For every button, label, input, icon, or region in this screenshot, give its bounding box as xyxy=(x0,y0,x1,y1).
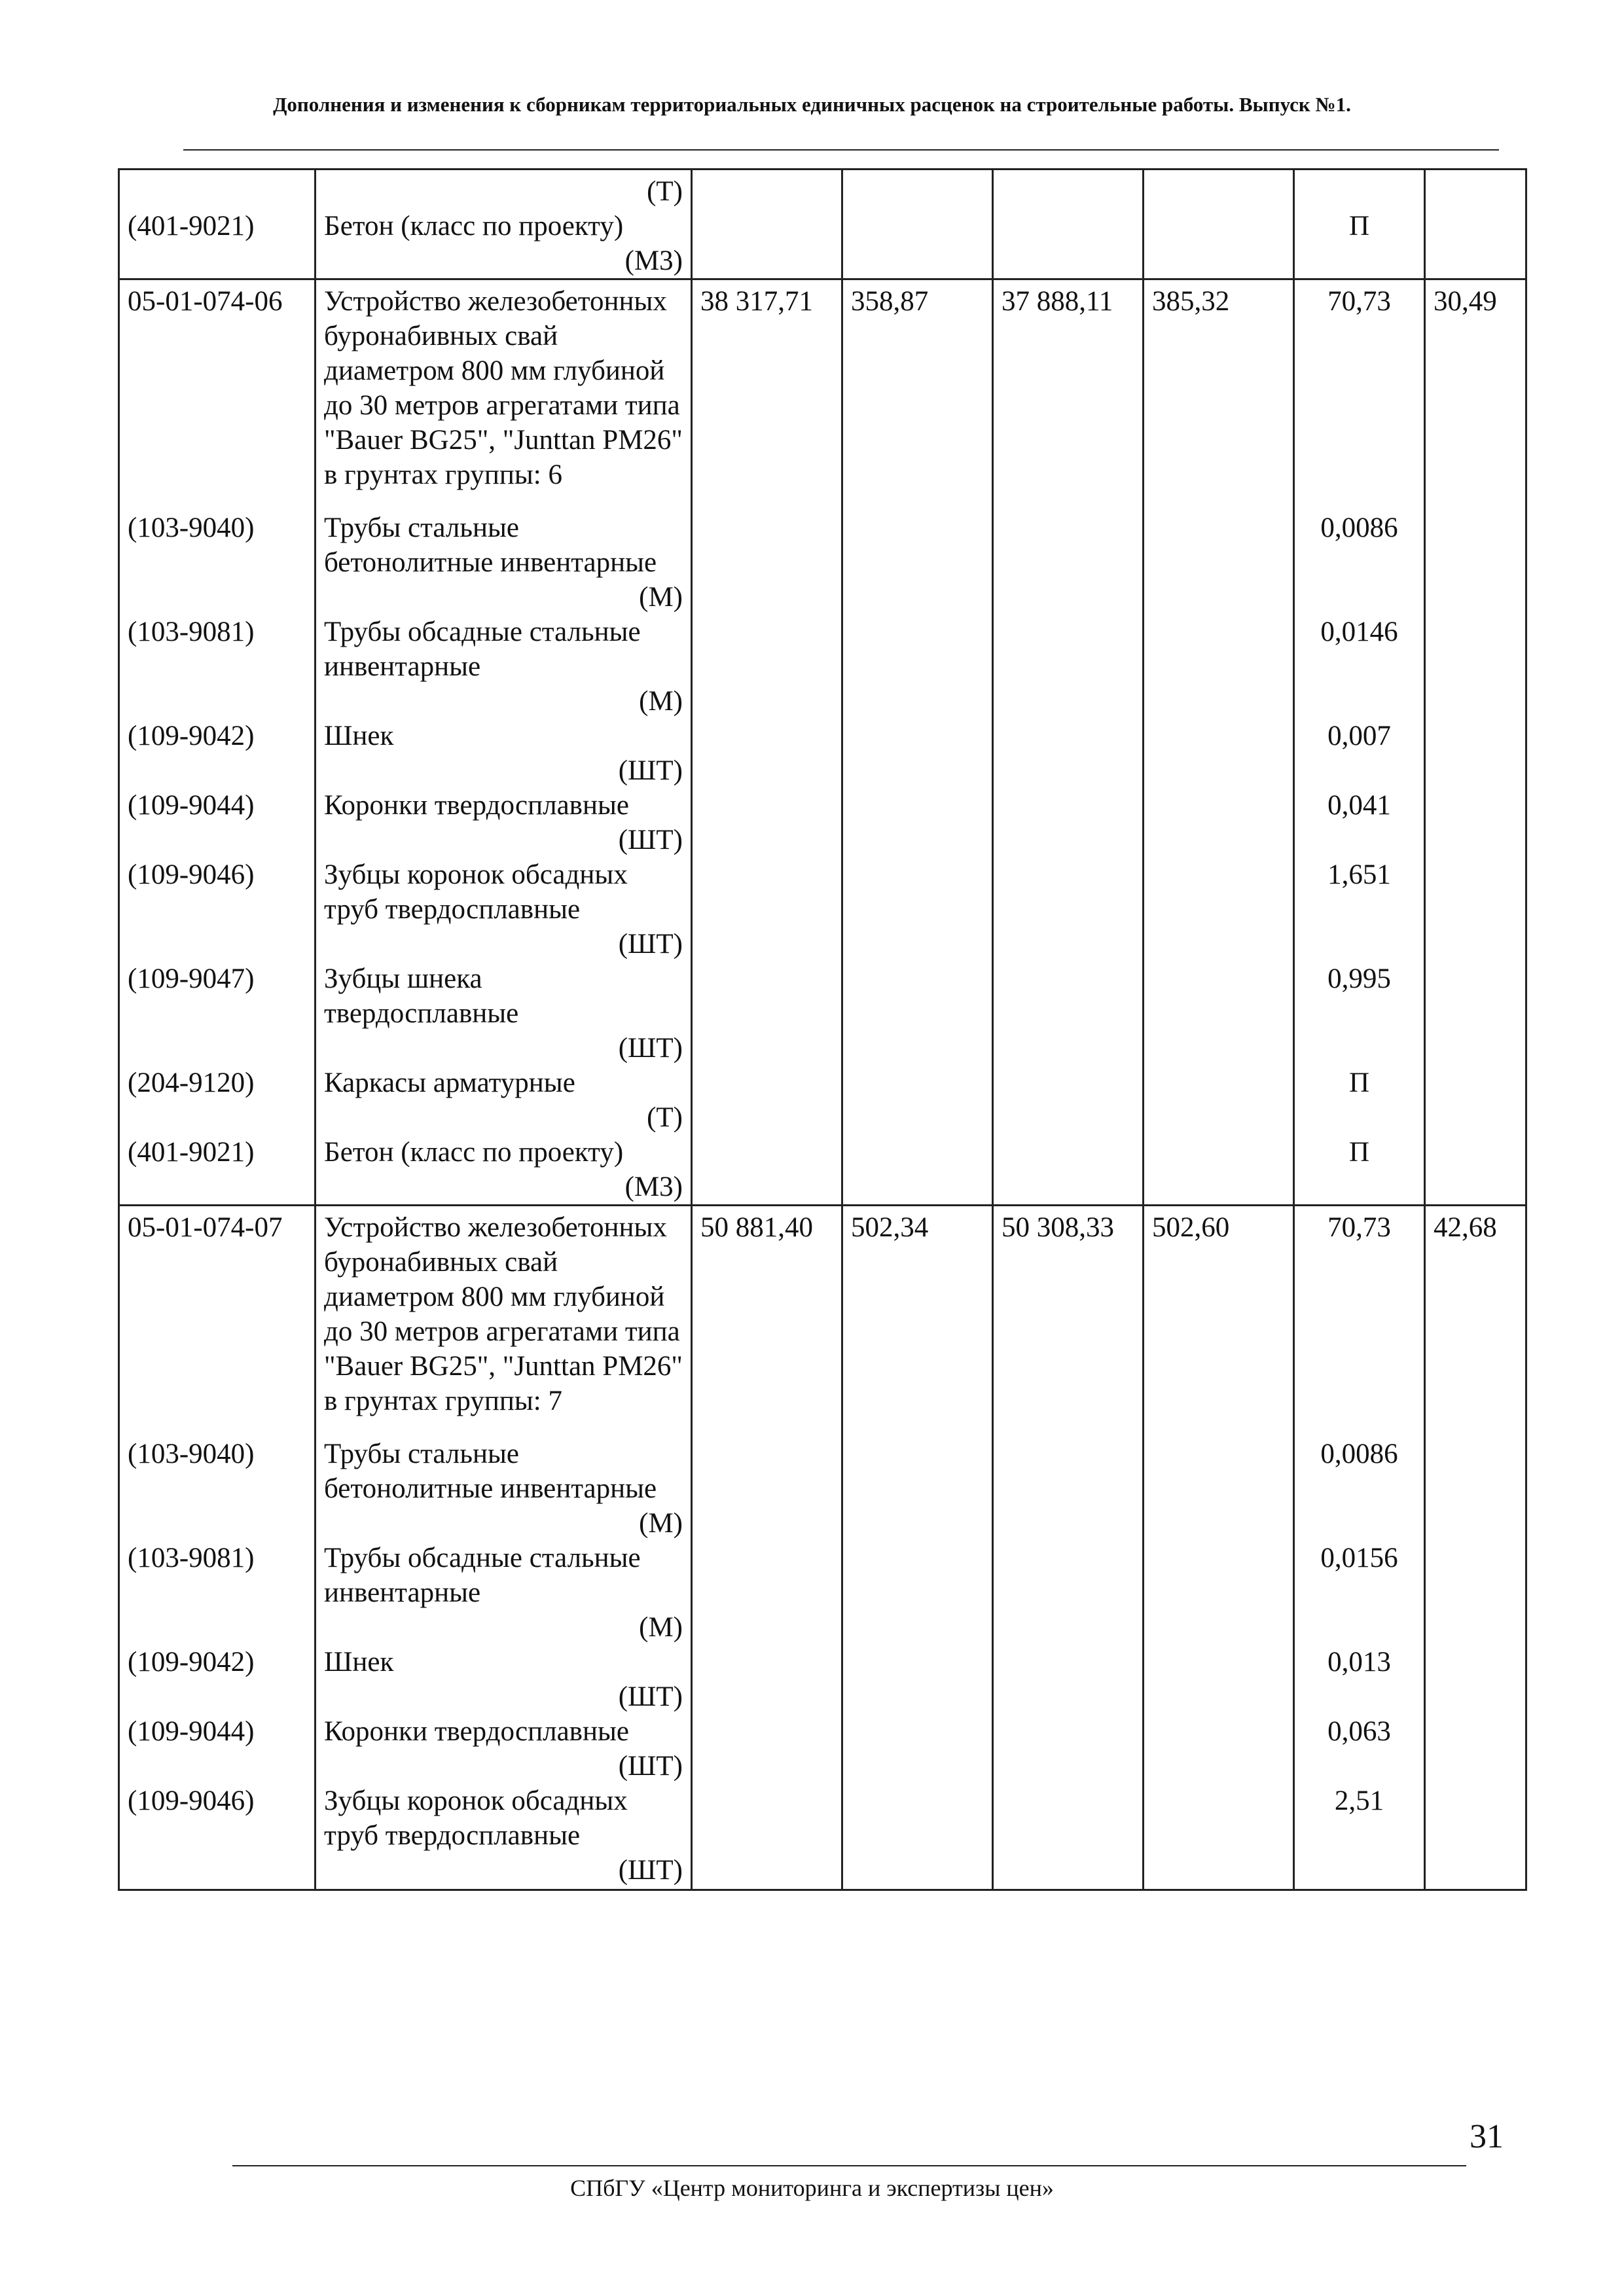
code-cell xyxy=(119,1749,316,1784)
cost-2-cell xyxy=(842,1645,993,1679)
cost-3-cell xyxy=(993,1031,1144,1066)
cost-total-cell xyxy=(692,684,842,719)
cost-3-cell xyxy=(993,961,1144,1031)
cost-6-cell xyxy=(1425,1031,1526,1066)
cost-3-cell xyxy=(993,511,1144,580)
unit-cell: (ШТ) xyxy=(316,753,692,788)
code-cell: 05-01-074-06 xyxy=(119,279,316,511)
cost-4-cell xyxy=(1144,1541,1294,1610)
name-cell: Трубы стальные бетонолитные инвентарные xyxy=(316,1437,692,1506)
qty-cell: 0,041 xyxy=(1294,788,1425,823)
code-cell xyxy=(119,684,316,719)
resource-row xyxy=(119,1135,1526,1170)
qty-cell xyxy=(1294,1170,1425,1206)
name-cell: Зубцы коронок обсадных труб твердосплавные xyxy=(316,1784,692,1853)
unit-cell: (М3) xyxy=(316,1170,692,1206)
cost-2-cell xyxy=(842,857,993,927)
unit-row xyxy=(119,1610,1526,1645)
header-rule xyxy=(183,149,1499,151)
code-cell xyxy=(119,1031,316,1066)
code-cell: (109-9042) xyxy=(119,719,316,753)
qty-cell xyxy=(1294,243,1425,279)
cost-3-cell xyxy=(993,1066,1144,1100)
cost-6-cell xyxy=(1425,1645,1526,1679)
unit-cell: (ШТ) xyxy=(316,1679,692,1714)
cost-4-cell xyxy=(1144,788,1294,823)
cost-6-cell xyxy=(1425,961,1526,1031)
unit-cell: (ШТ) xyxy=(316,1853,692,1890)
page-number: 31 xyxy=(1470,2118,1504,2155)
name-cell: Зубцы коронок обсадных труб твердосплавные xyxy=(316,857,692,927)
cost-3-cell xyxy=(993,1714,1144,1749)
cost-3-cell xyxy=(993,788,1144,823)
code-cell: (109-9046) xyxy=(119,857,316,927)
cost-4-cell xyxy=(1144,1645,1294,1679)
cost-total-cell xyxy=(692,1853,842,1890)
cost-total-cell: 50 881,40 xyxy=(692,1206,842,1437)
unit-cell: (ШТ) xyxy=(316,1031,692,1066)
rate-row xyxy=(119,279,1526,511)
unit-row xyxy=(119,170,1526,209)
code-cell: (109-9044) xyxy=(119,1714,316,1749)
cost-3-cell: 37 888,11 xyxy=(993,279,1144,511)
cost-total-cell xyxy=(692,927,842,961)
cost-total-cell xyxy=(692,1170,842,1206)
page-header: Дополнения и изменения к сборникам территориальных единичных расценок на строительные работы. Выпуск №1. xyxy=(273,93,1351,116)
cost-6-cell xyxy=(1425,1437,1526,1506)
cost-2-cell xyxy=(842,753,993,788)
qty-cell: 0,007 xyxy=(1294,719,1425,753)
cost-total-cell xyxy=(692,1679,842,1714)
cost-2-cell: 502,34 xyxy=(842,1206,993,1437)
name-cell: Коронки твердосплавные xyxy=(316,1714,692,1749)
unit-row xyxy=(119,1170,1526,1206)
cost-2-cell xyxy=(842,1135,993,1170)
cost-6-cell xyxy=(1425,1610,1526,1645)
qty-cell xyxy=(1294,1679,1425,1714)
resource-row xyxy=(119,1437,1526,1506)
cost-4-cell xyxy=(1144,1853,1294,1890)
cost-4-cell xyxy=(1144,961,1294,1031)
resource-row xyxy=(119,1541,1526,1610)
cost-6-cell: 42,68 xyxy=(1425,1206,1526,1437)
resource-row xyxy=(119,719,1526,753)
qty-cell: 0,0156 xyxy=(1294,1541,1425,1610)
qty-cell xyxy=(1294,823,1425,857)
qty-cell: 2,51 xyxy=(1294,1784,1425,1853)
cost-2-cell xyxy=(842,243,993,279)
code-cell: (103-9040) xyxy=(119,1437,316,1506)
cost-6-cell xyxy=(1425,209,1526,243)
cost-6-cell xyxy=(1425,1784,1526,1853)
code-cell: (109-9046) xyxy=(119,1784,316,1853)
resource-row xyxy=(119,1645,1526,1679)
name-cell: Трубы обсадные стальные инвентарные xyxy=(316,1541,692,1610)
cost-2-cell xyxy=(842,511,993,580)
unit-cell: (М) xyxy=(316,1506,692,1541)
cost-3-cell xyxy=(993,1541,1144,1610)
code-cell xyxy=(119,1679,316,1714)
cost-3-cell xyxy=(993,1749,1144,1784)
resource-row xyxy=(119,209,1526,243)
cost-total-cell xyxy=(692,719,842,753)
unit-row xyxy=(119,1853,1526,1890)
qty-cell: П xyxy=(1294,1135,1425,1170)
cost-6-cell xyxy=(1425,1100,1526,1135)
qty-cell: 0,0086 xyxy=(1294,1437,1425,1506)
cost-3-cell xyxy=(993,1100,1144,1135)
name-cell: Устройство железобетонных буронабивных свай диаметром 800 мм глубиной до 30 метров агрегатами типа "Bauer BG25", "Junttan PM26" в грунтах группы: 7 xyxy=(316,1206,692,1437)
name-cell: Устройство железобетонных буронабивных свай диаметром 800 мм глубиной до 30 метров агрегатами типа "Bauer BG25", "Junttan PM26" в грунтах группы: 6 xyxy=(316,279,692,511)
cost-3-cell xyxy=(993,857,1144,927)
qty-cell: П xyxy=(1294,209,1425,243)
qty-cell xyxy=(1294,1610,1425,1645)
cost-4-cell xyxy=(1144,719,1294,753)
unit-row xyxy=(119,1506,1526,1541)
qty-cell: 0,995 xyxy=(1294,961,1425,1031)
cost-3-cell xyxy=(993,1135,1144,1170)
cost-2-cell xyxy=(842,1437,993,1506)
cost-6-cell: 30,49 xyxy=(1425,279,1526,511)
unit-row xyxy=(119,1679,1526,1714)
name-cell: Трубы обсадные стальные инвентарные xyxy=(316,615,692,684)
cost-3-cell xyxy=(993,823,1144,857)
cost-total-cell xyxy=(692,615,842,684)
resource-row xyxy=(119,1784,1526,1853)
cost-total-cell xyxy=(692,753,842,788)
cost-6-cell xyxy=(1425,1541,1526,1610)
cost-2-cell xyxy=(842,170,993,209)
cost-6-cell xyxy=(1425,580,1526,615)
footer-org: СПбГУ «Центр мониторинга и экспертизы цен» xyxy=(570,2175,1054,2201)
cost-4-cell xyxy=(1144,1784,1294,1853)
cost-2-cell: 358,87 xyxy=(842,279,993,511)
code-cell xyxy=(119,1100,316,1135)
cost-4-cell xyxy=(1144,857,1294,927)
name-cell: Шнек xyxy=(316,1645,692,1679)
cost-3-cell xyxy=(993,615,1144,684)
cost-3-cell xyxy=(993,1679,1144,1714)
resource-row xyxy=(119,511,1526,580)
cost-6-cell xyxy=(1425,170,1526,209)
cost-total-cell xyxy=(692,1437,842,1506)
cost-total-cell xyxy=(692,580,842,615)
cost-3-cell xyxy=(993,1853,1144,1890)
qty-cell xyxy=(1294,1853,1425,1890)
cost-total-cell xyxy=(692,243,842,279)
cost-total-cell xyxy=(692,209,842,243)
code-cell xyxy=(119,1853,316,1890)
cost-6-cell xyxy=(1425,615,1526,684)
cost-6-cell xyxy=(1425,927,1526,961)
code-cell xyxy=(119,927,316,961)
cost-3-cell xyxy=(993,927,1144,961)
unit-cell: (ШТ) xyxy=(316,927,692,961)
qty-cell: 1,651 xyxy=(1294,857,1425,927)
name-cell: Бетон (класс по проекту) xyxy=(316,209,692,243)
cost-4-cell: 502,60 xyxy=(1144,1206,1294,1437)
cost-total-cell xyxy=(692,1135,842,1170)
cost-6-cell xyxy=(1425,1749,1526,1784)
unit-row xyxy=(119,753,1526,788)
name-cell: Трубы стальные бетонолитные инвентарные xyxy=(316,511,692,580)
code-cell: 05-01-074-07 xyxy=(119,1206,316,1437)
cost-6-cell xyxy=(1425,1066,1526,1100)
cost-total-cell xyxy=(692,1784,842,1853)
cost-4-cell xyxy=(1144,753,1294,788)
cost-6-cell xyxy=(1425,1170,1526,1206)
cost-3-cell xyxy=(993,719,1144,753)
code-cell xyxy=(119,1170,316,1206)
cost-6-cell xyxy=(1425,753,1526,788)
cost-2-cell xyxy=(842,1541,993,1610)
cost-3-cell xyxy=(993,753,1144,788)
cost-6-cell xyxy=(1425,1135,1526,1170)
cost-2-cell xyxy=(842,1679,993,1714)
cost-2-cell xyxy=(842,684,993,719)
cost-total-cell xyxy=(692,1645,842,1679)
cost-total-cell xyxy=(692,1506,842,1541)
name-cell: Зубцы шнека твердосплавные xyxy=(316,961,692,1031)
name-cell: Коронки твердосплавные xyxy=(316,788,692,823)
qty-cell xyxy=(1294,1031,1425,1066)
cost-4-cell xyxy=(1144,170,1294,209)
cost-4-cell xyxy=(1144,1170,1294,1206)
cost-4-cell xyxy=(1144,511,1294,580)
cost-2-cell xyxy=(842,1066,993,1100)
cost-3-cell xyxy=(993,209,1144,243)
unit-row xyxy=(119,580,1526,615)
cost-2-cell xyxy=(842,1506,993,1541)
cost-3-cell xyxy=(993,1610,1144,1645)
cost-total-cell xyxy=(692,1749,842,1784)
unit-row xyxy=(119,1031,1526,1066)
cost-2-cell xyxy=(842,580,993,615)
cost-4-cell xyxy=(1144,1749,1294,1784)
unit-row xyxy=(119,927,1526,961)
cost-total-cell xyxy=(692,1066,842,1100)
cost-4-cell xyxy=(1144,209,1294,243)
cost-2-cell xyxy=(842,209,993,243)
qty-cell: 0,0086 xyxy=(1294,511,1425,580)
cost-6-cell xyxy=(1425,719,1526,753)
cost-6-cell xyxy=(1425,1506,1526,1541)
cost-6-cell xyxy=(1425,1853,1526,1890)
cost-2-cell xyxy=(842,927,993,961)
unit-cell: (ШТ) xyxy=(316,823,692,857)
cost-6-cell xyxy=(1425,857,1526,927)
name-cell: Каркасы арматурные xyxy=(316,1066,692,1100)
cost-3-cell xyxy=(993,1437,1144,1506)
cost-2-cell xyxy=(842,1853,993,1890)
cost-4-cell xyxy=(1144,1610,1294,1645)
code-cell: (103-9081) xyxy=(119,615,316,684)
code-cell: (109-9044) xyxy=(119,788,316,823)
qty-cell xyxy=(1294,927,1425,961)
cost-3-cell xyxy=(993,1170,1144,1206)
cost-6-cell xyxy=(1425,1714,1526,1749)
cost-total-cell xyxy=(692,511,842,580)
cost-2-cell xyxy=(842,615,993,684)
code-cell xyxy=(119,243,316,279)
cost-4-cell xyxy=(1144,927,1294,961)
cost-6-cell xyxy=(1425,511,1526,580)
cost-4-cell xyxy=(1144,1506,1294,1541)
cost-6-cell xyxy=(1425,1679,1526,1714)
unit-row xyxy=(119,1749,1526,1784)
code-cell: (109-9047) xyxy=(119,961,316,1031)
code-cell: (103-9081) xyxy=(119,1541,316,1610)
qty-cell: П xyxy=(1294,1066,1425,1100)
cost-4-cell xyxy=(1144,580,1294,615)
unit-cell: (ШТ) xyxy=(316,1749,692,1784)
unit-cell: (М3) xyxy=(316,243,692,279)
cost-6-cell xyxy=(1425,823,1526,857)
cost-2-cell xyxy=(842,823,993,857)
cost-2-cell xyxy=(842,1031,993,1066)
code-cell: (401-9021) xyxy=(119,1135,316,1170)
resource-row xyxy=(119,1714,1526,1749)
cost-total-cell: 38 317,71 xyxy=(692,279,842,511)
cost-total-cell xyxy=(692,170,842,209)
cost-4-cell xyxy=(1144,1714,1294,1749)
qty-cell xyxy=(1294,580,1425,615)
cost-2-cell xyxy=(842,1714,993,1749)
code-cell xyxy=(119,580,316,615)
qty-cell xyxy=(1294,1506,1425,1541)
rates-table xyxy=(118,168,1527,1891)
cost-2-cell xyxy=(842,719,993,753)
unit-row xyxy=(119,243,1526,279)
unit-cell: (М) xyxy=(316,684,692,719)
cost-4-cell xyxy=(1144,243,1294,279)
resource-row xyxy=(119,1066,1526,1100)
unit-row xyxy=(119,1100,1526,1135)
resource-row xyxy=(119,961,1526,1031)
unit-cell: (М) xyxy=(316,580,692,615)
cost-total-cell xyxy=(692,1714,842,1749)
cost-4-cell xyxy=(1144,1066,1294,1100)
cost-4-cell xyxy=(1144,1100,1294,1135)
qty-cell xyxy=(1294,684,1425,719)
qty-cell xyxy=(1294,1100,1425,1135)
qty-cell: 70,73 xyxy=(1294,279,1425,511)
qty-cell: 70,73 xyxy=(1294,1206,1425,1437)
cost-6-cell xyxy=(1425,684,1526,719)
cost-3-cell xyxy=(993,580,1144,615)
cost-3-cell xyxy=(993,1645,1144,1679)
code-cell: (204-9120) xyxy=(119,1066,316,1100)
unit-cell: (Т) xyxy=(316,170,692,209)
cost-3-cell xyxy=(993,1506,1144,1541)
cost-4-cell xyxy=(1144,823,1294,857)
cost-2-cell xyxy=(842,788,993,823)
cost-total-cell xyxy=(692,961,842,1031)
code-cell xyxy=(119,1610,316,1645)
name-cell: Бетон (класс по проекту) xyxy=(316,1135,692,1170)
resource-row xyxy=(119,788,1526,823)
cost-3-cell: 50 308,33 xyxy=(993,1206,1144,1437)
cost-total-cell xyxy=(692,1031,842,1066)
cost-total-cell xyxy=(692,1610,842,1645)
code-cell xyxy=(119,823,316,857)
footer-rule xyxy=(232,2165,1466,2166)
cost-total-cell xyxy=(692,1541,842,1610)
rate-row xyxy=(119,1206,1526,1437)
cost-total-cell xyxy=(692,1100,842,1135)
cost-4-cell xyxy=(1144,615,1294,684)
qty-cell: 0,063 xyxy=(1294,1714,1425,1749)
qty-cell xyxy=(1294,753,1425,788)
cost-4-cell xyxy=(1144,684,1294,719)
qty-cell xyxy=(1294,1749,1425,1784)
qty-cell xyxy=(1294,170,1425,209)
cost-4-cell xyxy=(1144,1437,1294,1506)
qty-cell: 0,013 xyxy=(1294,1645,1425,1679)
cost-2-cell xyxy=(842,1170,993,1206)
unit-row xyxy=(119,823,1526,857)
cost-4-cell xyxy=(1144,1031,1294,1066)
cost-2-cell xyxy=(842,1610,993,1645)
code-cell xyxy=(119,170,316,209)
resource-row xyxy=(119,857,1526,927)
unit-row xyxy=(119,684,1526,719)
unit-cell: (Т) xyxy=(316,1100,692,1135)
qty-cell: 0,0146 xyxy=(1294,615,1425,684)
cost-total-cell xyxy=(692,823,842,857)
cost-3-cell xyxy=(993,170,1144,209)
cost-4-cell: 385,32 xyxy=(1144,279,1294,511)
cost-4-cell xyxy=(1144,1679,1294,1714)
code-cell: (401-9021) xyxy=(119,209,316,243)
cost-3-cell xyxy=(993,243,1144,279)
cost-2-cell xyxy=(842,1100,993,1135)
unit-cell: (М) xyxy=(316,1610,692,1645)
cost-6-cell xyxy=(1425,243,1526,279)
cost-6-cell xyxy=(1425,788,1526,823)
cost-total-cell xyxy=(692,857,842,927)
code-cell: (109-9042) xyxy=(119,1645,316,1679)
code-cell: (103-9040) xyxy=(119,511,316,580)
name-cell: Шнек xyxy=(316,719,692,753)
cost-2-cell xyxy=(842,1784,993,1853)
cost-3-cell xyxy=(993,1784,1144,1853)
cost-2-cell xyxy=(842,1749,993,1784)
resource-row xyxy=(119,615,1526,684)
code-cell xyxy=(119,1506,316,1541)
code-cell xyxy=(119,753,316,788)
cost-2-cell xyxy=(842,961,993,1031)
cost-total-cell xyxy=(692,788,842,823)
cost-3-cell xyxy=(993,684,1144,719)
cost-4-cell xyxy=(1144,1135,1294,1170)
